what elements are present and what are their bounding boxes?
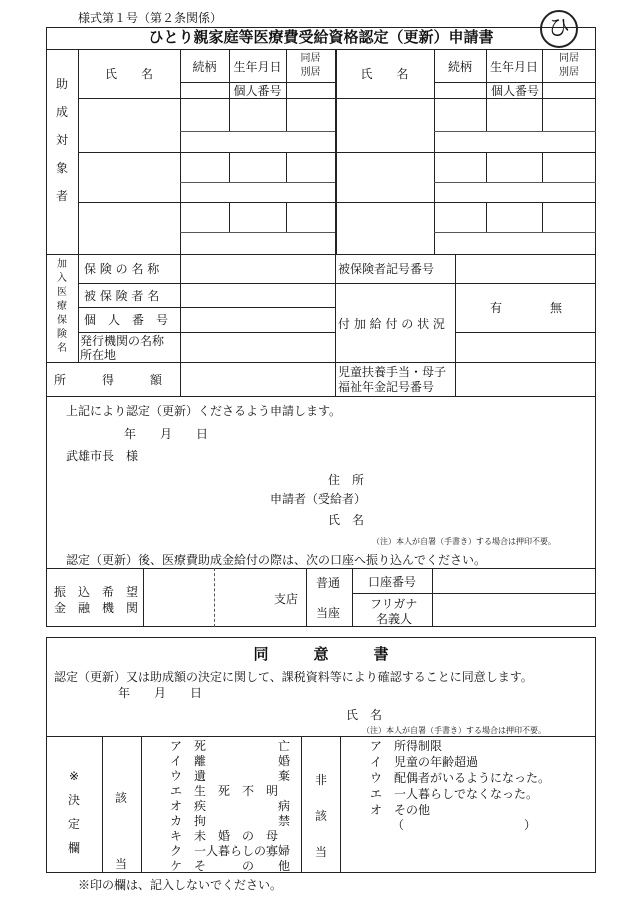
decision-side-label: ※ 決 定 欄 [67, 769, 80, 855]
income-label: 所 得 額 [54, 373, 163, 387]
col-separate-left: 別居 [300, 67, 321, 78]
consent-statement: 認定（更新）又は助成額の決定に関して、課税資料等により確認することに同意します。 [54, 670, 533, 684]
mayor-addressee: 武雄市長 様 [66, 449, 139, 463]
benefit-no: 無 [550, 301, 563, 315]
furigana-label: フリガナ [370, 597, 418, 611]
consent-date: 年 月 日 [118, 686, 203, 700]
consent-title: 同 意 書 [253, 645, 389, 663]
applicable-item: ク 一人暮らしの寡婦 [170, 844, 291, 858]
non-applicable-item: オ その他 [370, 803, 431, 817]
account-number-label: 口座番号 [368, 575, 417, 589]
additional-benefit-label: 付 加 給 付 の 状 況 [338, 317, 445, 331]
consent-seal-note: （注）本人が自署（手書き）する場合は押印不要。 [362, 726, 546, 735]
insurance-side-label: 加 入 医 療 保 険 名 [57, 259, 67, 354]
insured-code-label: 被保険者記号番号 [338, 262, 435, 276]
bank-label-1: 振 込 希 望 [54, 585, 139, 599]
col-cohabit-right: 同居 [559, 53, 579, 64]
applicable-item: ケ そ の 他 [170, 859, 291, 873]
holder-label: 名義人 [376, 612, 413, 626]
col-mynumber-right: 個人番号 [490, 84, 539, 98]
applicable-item: ウ 遺 棄 [170, 769, 291, 783]
page-title: ひとり親家庭等医療費受給資格認定（更新）申請書 [148, 28, 494, 46]
issuer-name-label: 発行機関の名称 [80, 334, 165, 348]
issuer-address-label: 所在地 [80, 348, 117, 362]
branch-label: 支店 [274, 592, 299, 606]
non-applicable-item: ウ 配偶者がいるようになった。 [370, 771, 551, 785]
form-label: 様式第１号（第２条関係） [78, 11, 223, 25]
seal-note: （注）本人が自署（手書き）する場合は押印不要。 [372, 537, 556, 546]
address-label: 住 所 [328, 473, 365, 487]
applicant-label: 申請者（受給者） [270, 492, 367, 506]
applicable-item: カ 拘 禁 [170, 814, 291, 828]
bank-label-2: 金 融 機 関 [54, 601, 139, 615]
col-separate-right: 別居 [559, 67, 579, 78]
col-birth-right: 生年月日 [489, 60, 538, 74]
col-birth-left: 生年月日 [233, 60, 282, 74]
applicable-item: イ 離 婚 [170, 754, 291, 768]
non-applicable-item: エ 一人暮らしでなくなった。 [370, 787, 539, 801]
non-applicable-item: イ 児童の年齢超過 [370, 755, 479, 769]
other-paren: （ ） [392, 818, 537, 832]
footer-note: ※印の欄は、記入しないでください。 [78, 878, 283, 892]
request-statement: 上記により認定（更新）くださるよう申請します。 [66, 404, 342, 418]
col-name-right: 氏 名 [360, 67, 409, 81]
benefit-yes: 有 [490, 301, 503, 315]
non-applicable-item: ア 所得制限 [370, 739, 443, 753]
applicable-item: エ 生 死 不 明 [170, 784, 279, 798]
subjects-side-label: 助 成 対 象 者 [55, 77, 68, 203]
personal-number-label: 個 人 番 号 [84, 313, 169, 327]
consent-name-label: 氏 名 [346, 708, 383, 722]
col-cohabit-left: 同居 [300, 53, 321, 64]
applicable-item: キ 未 婚 の 母 [170, 829, 279, 843]
ordinary-account: 普通 [316, 576, 341, 590]
applicable-label: 該 当 [114, 791, 127, 871]
allowance-label-1: 児童扶養手当・母子 [338, 365, 447, 379]
applicant-name-label: 氏 名 [328, 513, 365, 527]
col-relation-right: 続柄 [447, 60, 472, 74]
non-applicable-label: 非 該 当 [314, 773, 327, 859]
insured-name-label: 被 保 険 者 名 [84, 289, 160, 303]
bank-statement: 認定（更新）後、医療費助成金給付の際は、次の口座へ振り込んでください。 [66, 553, 487, 567]
allowance-label-2: 福祉年金記号番号 [338, 380, 435, 394]
col-mynumber-left: 個人番号 [233, 84, 282, 98]
insurance-name-label: 保 険 の 名 称 [84, 262, 160, 276]
badge: ひ [540, 10, 578, 48]
request-date: 年 月 日 [124, 427, 209, 441]
col-name-left: 氏 名 [104, 67, 153, 81]
applicable-item: ア 死 亡 [170, 739, 291, 753]
col-relation-left: 続柄 [192, 60, 217, 74]
applicable-item: オ 疾 病 [170, 799, 291, 813]
current-account: 当座 [316, 606, 341, 620]
